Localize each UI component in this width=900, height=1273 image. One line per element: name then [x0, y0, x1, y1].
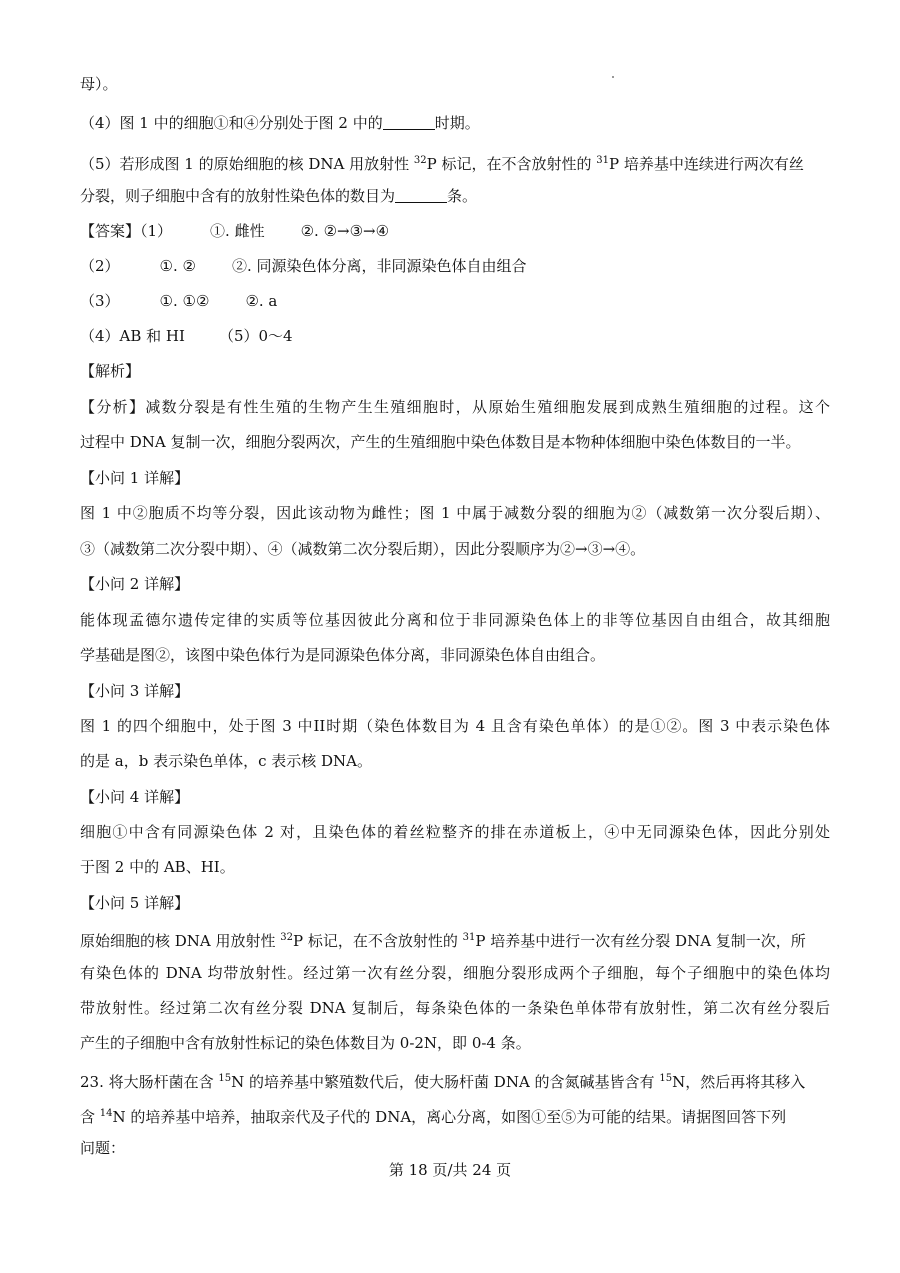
text-line: 母）。 [80, 75, 118, 93]
section-heading: 【解析】 [80, 362, 141, 380]
text-line: 能体现孟德尔遗传定律的实质等位基因彼此分离和位于非同源染色体上的非等位基因自由组合，故其细胞 [80, 611, 830, 629]
section-heading: 【小问 4 详解】 [80, 788, 190, 806]
text-line: 于图 2 中的 AB、HI。 [80, 858, 235, 876]
question-4: （4）图 1 中的细胞①和④分别处于图 2 中的 时期。 [80, 114, 480, 132]
answer-blank [395, 188, 447, 203]
text-line: 产生的子细胞中含有放射性标记的染色体数目为 0-2N，即 0-4 条。 [80, 1034, 531, 1052]
answer-line-2: （2） ①. ② ②. 同源染色体分离，非同源染色体自由组合 [80, 257, 527, 275]
text-line: ③（减数第二次分裂中期）、④（减数第二次分裂后期），因此分裂顺序为②→③→④。 [80, 540, 646, 558]
page-number: 第 18 页/共 24 页 [388, 1161, 512, 1179]
text-line: 图 1 中②胞质不均等分裂，因此该动物为雌性；图 1 中属于减数分裂的细胞为②（减数第一次分裂后期）、 [80, 504, 830, 522]
question-23: 23. 将大肠杆菌在含 $^{15}$N 的培养基中繁殖数代后，使大肠杆菌 DNA 的含氮碱基皆含有 $^{15}$N，然后再将其移入 [80, 1073, 806, 1091]
text-line: 学基础是图②，该图中染色体行为是同源染色体分离，非同源染色体自由组合。 [80, 646, 606, 664]
text-line: 细胞①中含有同源染色体 2 对，且染色体的着丝粒整齐的排在赤道板上，④中无同源染色体，因此分别处 [80, 823, 830, 841]
text-line: 含 $^{14}$N 的培养基中培养，抽取亲代及子代的 DNA，离心分离，如图①至⑤为可能的结果。请据图回答下列 [80, 1108, 787, 1126]
section-heading: 【小问 1 详解】 [80, 469, 190, 487]
section-heading: 【小问 3 详解】 [80, 682, 190, 700]
text-line: 过程中 DNA 复制一次，细胞分裂两次，产生的生殖细胞中染色体数目是本物种体细胞中染色体数目的一半。 [80, 433, 801, 451]
text-line: 问题： [80, 1139, 126, 1157]
text-line: 图 1 的四个细胞中，处于图 3 中II时期（染色体数目为 4 且含有染色单体）的是①②。图 3 中表示染色体 [80, 717, 830, 735]
text-line: 【分析】减数分裂是有性生殖的生物产生生殖细胞时，从原始生殖细胞发展到成熟生殖细胞的过程。这个 [80, 398, 830, 416]
text-line: 的是 a，b 表示染色单体，c 表示核 DNA。 [80, 752, 373, 770]
answer-line-1: 【答案】（1） ①. 雌性 ②. ②→③→④ [80, 222, 390, 240]
answer-line-4: （4）AB 和 HI （5）0～4 [80, 327, 293, 345]
section-heading: 【小问 2 详解】 [80, 575, 190, 593]
text-line: 分裂，则子细胞中含有的放射性染色体的数目为 条。 [80, 187, 478, 205]
answer-blank [383, 115, 435, 130]
text-line: 带放射性。经过第二次有丝分裂 DNA 复制后，每条染色体的一条染色单体带有放射性，第二次有丝分裂后 [80, 999, 830, 1017]
text-line: 原始细胞的核 DNA 用放射性 $^{32}$P 标记，在不含放射性的 $^{31}$P 培养基中进行一次有丝分裂 DNA 复制一次，所 [80, 932, 806, 950]
section-heading: 【小问 5 详解】 [80, 894, 190, 912]
question-5: （5）若形成图 1 的原始细胞的核 DNA 用放射性 $^{32}$P 标记，在不含放射性的 $^{31}$P 培养基中连续进行两次有丝 [80, 155, 804, 173]
text-line: 有染色体的 DNA 均带放射性。经过第一次有丝分裂，细胞分裂形成两个子细胞，每个子细胞中的染色体均 [80, 964, 830, 982]
answer-line-3: （3） ①. ①② ②. a [80, 292, 278, 310]
